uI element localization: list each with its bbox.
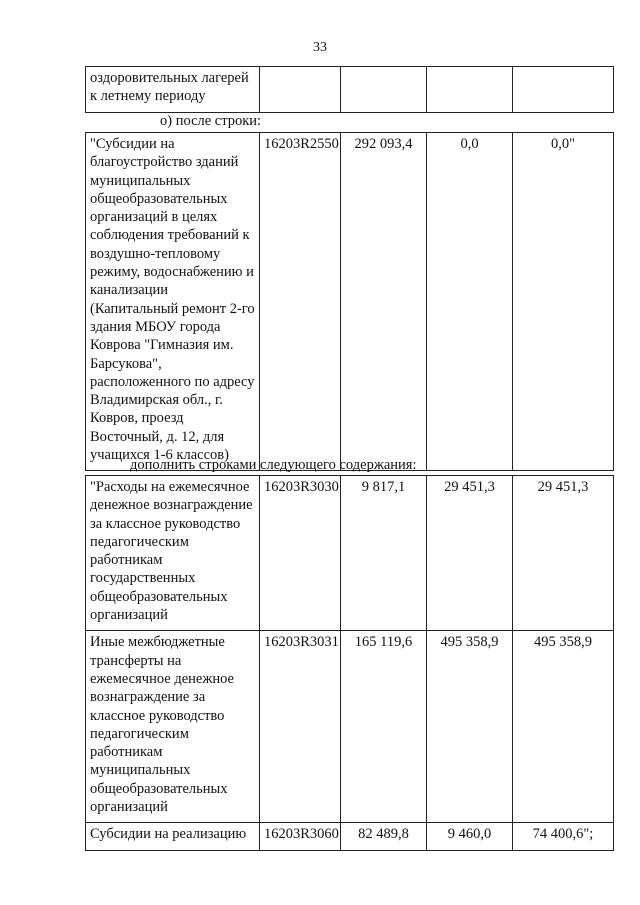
row-value-2: 495 358,9 — [427, 631, 513, 823]
budget-table-new-rows — [85, 475, 614, 851]
table-row — [86, 476, 614, 631]
page-number: 33 — [313, 40, 327, 55]
row-value-3 — [513, 67, 614, 113]
row-name: "Расходы на ежемесячное денежное вознаграждение за классное руководство педагогическим работникам государственных общеобразовательных организаций — [86, 476, 260, 631]
row-value-3: 495 358,9 — [513, 631, 614, 823]
row-value-3: 0,0" — [513, 133, 614, 471]
row-value-2: 9 460,0 — [427, 823, 513, 851]
budget-table-insert-point — [85, 132, 614, 471]
table-row — [86, 133, 614, 471]
instruction-after-row: о) после строки: — [160, 113, 262, 129]
row-value-1: 292 093,4 — [341, 133, 427, 471]
row-name: "Субсидии на благоустройство зданий муниципальных общеобразовательных организаций в целях соблюдения требований к воздушно-тепловому режиму, водоснабжению и канализации (Капитальный ремонт 2-го здания МБОУ города Коврова "Гимназия им. Барсукова", расположенного по адресу Владимирская обл., г. Ковров, проезд Восточный, д. 12, для учащихся 1-6 классов) — [86, 133, 260, 471]
table-row — [86, 823, 614, 851]
row-value-3: 74 400,6"; — [513, 823, 614, 851]
row-value-1: 9 817,1 — [341, 476, 427, 631]
table-row — [86, 67, 614, 113]
row-value-2: 0,0 — [427, 133, 513, 471]
row-name: Иные межбюджетные трансферты на ежемесячное денежное вознаграждение за классное руководство педагогическим работникам муниципальных общеобразовательных организаций — [86, 631, 260, 823]
budget-table-continued — [85, 66, 614, 113]
row-value-1: 165 119,6 — [341, 631, 427, 823]
row-value-3: 29 451,3 — [513, 476, 614, 631]
row-value-1 — [341, 67, 427, 113]
row-value-2: 29 451,3 — [427, 476, 513, 631]
row-name: оздоровительных лагерей к летнему периоду — [86, 67, 260, 113]
instruction-add-rows: дополнить строками следующего содержания: — [130, 457, 417, 473]
table-row — [86, 631, 614, 823]
row-value-1: 82 489,8 — [341, 823, 427, 851]
row-name: Субсидии на реализацию — [86, 823, 260, 851]
row-code: 16203R3031 — [260, 631, 341, 823]
row-code — [260, 67, 341, 113]
row-code: 16203R3060 — [260, 823, 341, 851]
row-code: 16203R3030 — [260, 476, 341, 631]
row-code: 16203R2550 — [260, 133, 341, 471]
row-value-2 — [427, 67, 513, 113]
